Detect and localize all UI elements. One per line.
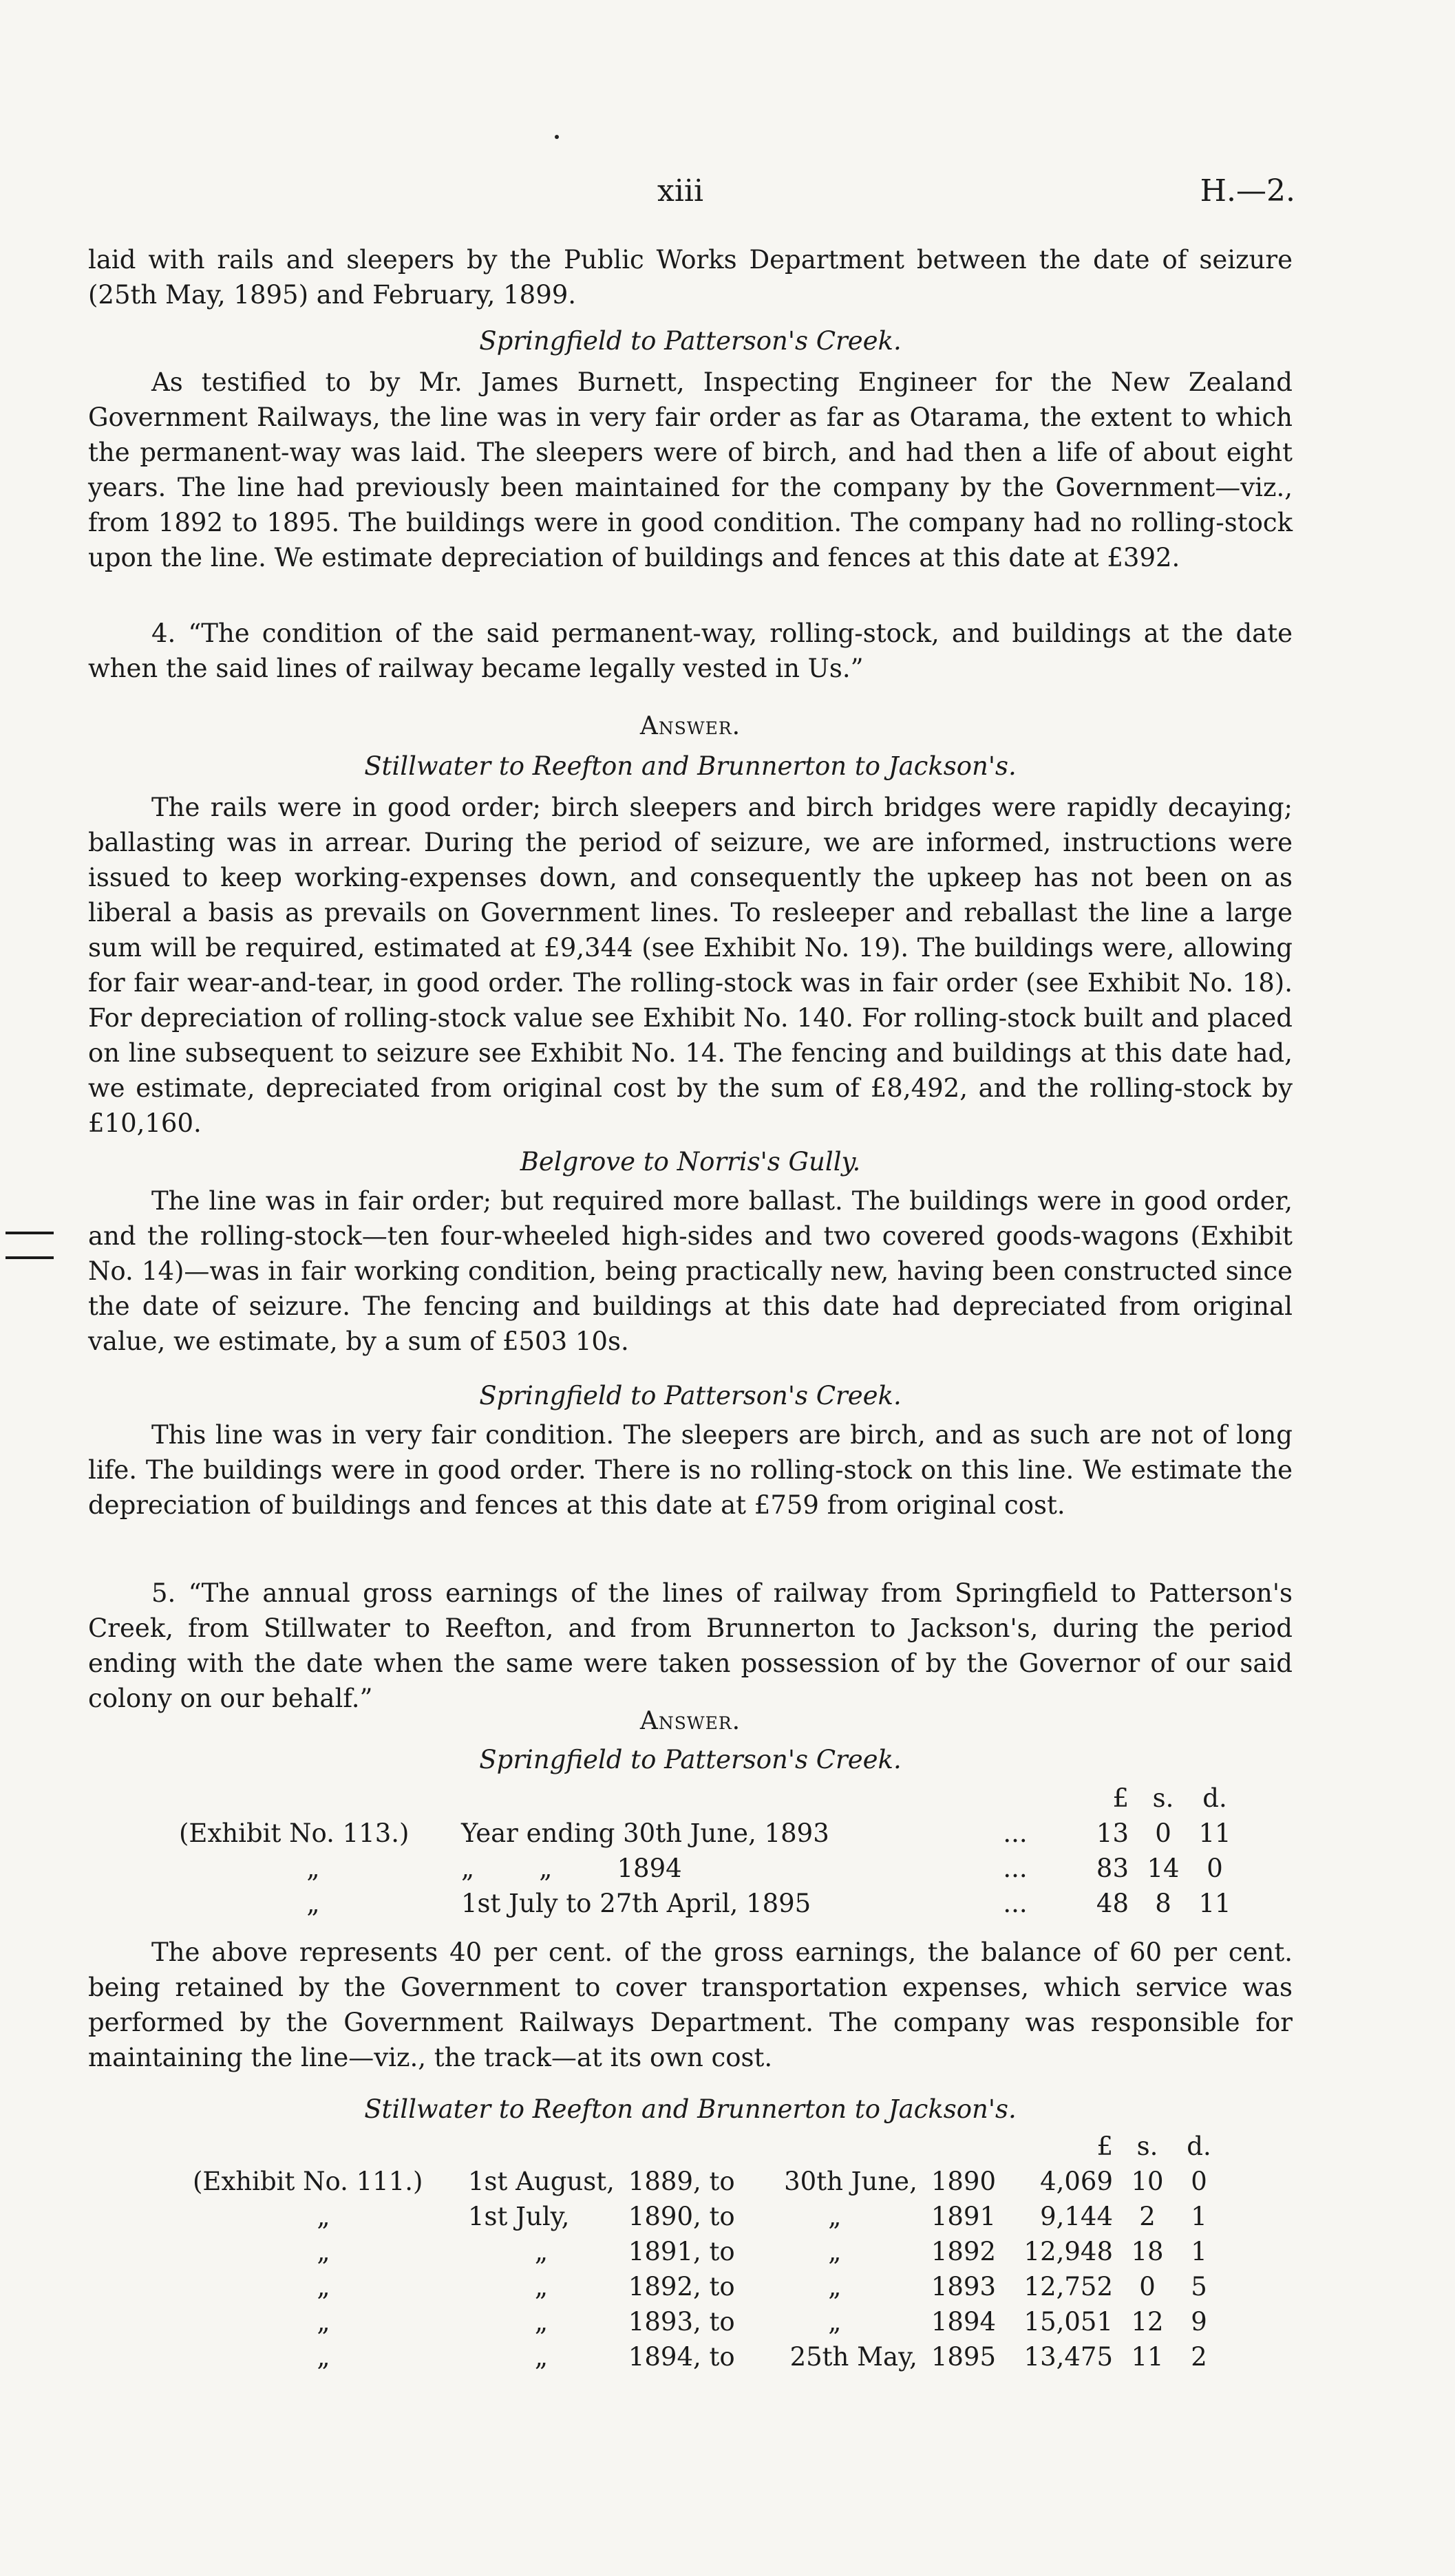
table-row: „ „ „ 1894 ... 83 14 0	[306, 1854, 1223, 1883]
table-row: „ „ 1891, to „ 1892 12,948 18 1	[317, 2237, 1207, 2266]
pence-header: d.	[1202, 1783, 1227, 1813]
earnings-table-springfield	[172, 1781, 1239, 1921]
shillings-header: s.	[1152, 1783, 1174, 1813]
column-header-row: £ s. d.	[1096, 2132, 1211, 2161]
margin-mark	[6, 1256, 54, 1259]
paragraph: The rails were in good order; birch sleepers and birch bridges were rapidly decaying; ballasting was in arrear. During the period of seizure, we are informed, instructions were issued to keep working-expenses down, and consequently the upkeep has not been on as liberal a basis as prevails on Government lines. To resleeper and reballast the line a large sum will be required, estimated at £9,344 (see Exhibit No. 19). The buildings were, allowing for fair wear-and-tear, in good order. The rolling-stock was in fair order (see Exhibit No. 18). For depreciation of rolling-stock value see Exhibit No. 140. For rolling-stock built and placed on line subsequent to seizure see Exhibit No. 14. The fencing and buildings at this date had, we estimate, depreciated from original cost by the sum of £8,492, and the rolling-stock by £10,160.	[88, 793, 1293, 1138]
section-heading: Springfield to Patterson's Creek.	[479, 326, 902, 356]
intro-paragraph: laid with rails and sleepers by the Public Works Department between the date of seizure (25th May, 1895) and February, 1899.	[88, 245, 1293, 310]
question-4: 4. “The condition of the said permanent-way, rolling-stock, and buildings at the date when the said lines of railway became legally vested in Us.”	[88, 619, 1293, 683]
paragraph: As testified to by Mr. James Burnett, Inspecting Engineer for the New Zealand Government Railways, the line was in very fair order as far as Otarama, the extent to which the permanent-way was laid. The sleepers were of birch, and had then a life of about eight years. The line had previously been maintained for the company by the Government—viz., from 1892 to 1895. The buildings were in good condition. The company had no rolling-stock upon the line. We estimate depreciation of buildings and fences at this date at £392.	[88, 367, 1293, 572]
margin-mark	[6, 1232, 54, 1234]
table-row: (Exhibit No. 111.) 1st August, 1889, to 30th June, 1890 4,069 10 0	[193, 2167, 1207, 2196]
table-row: (Exhibit No. 113.) Year ending 30th June, 1893 ... 13 0 11	[179, 1818, 1231, 1848]
scan-speck	[555, 135, 559, 139]
answer-heading: Answer.	[639, 1707, 741, 1735]
section-heading: Stillwater to Reefton and Brunnerton to Jackson's.	[364, 2094, 1017, 2124]
section-heading: Springfield to Patterson's Creek.	[479, 1745, 902, 1774]
table-row: „ 1st July, 1890, to „ 1891 9,144 2 1	[317, 2202, 1207, 2231]
paragraph: The above represents 40 per cent. of the gross earnings, the balance of 60 per cent. being retained by the Government to cover transportation expenses, which service was performed by the Government Railways Department. The company was responsible for maintaining the line—viz., the track—at its own cost.	[88, 1938, 1293, 2072]
answer-heading: Answer.	[639, 712, 741, 740]
page-number: xiii	[657, 173, 704, 208]
paragraph: The line was in fair order; but required more ballast. The buildings were in good order, and the rolling-stock—ten four-wheeled high-sides and two covered goods-wagons (Exhibit No. 14)—was in fair working condition, being practically new, having been constructed since the date of seizure. The fencing and buildings at this date had depreciated from original value, we estimate, by a sum of £503 10s.	[88, 1186, 1293, 1356]
section-heading: Stillwater to Reefton and Brunnerton to Jackson's.	[364, 751, 1017, 781]
column-header-row	[172, 1781, 1239, 1816]
pounds-header: £	[1112, 1783, 1129, 1813]
question-5: 5. “The annual gross earnings of the lines of railway from Springfield to Patterson's Creek, from Stillwater to Reefton, and from Brunnerton to Jackson's, during the period ending with the date when the same were taken possession of by the Governor of our said colony on our behalf.”	[88, 1578, 1293, 1713]
paragraph: This line was in very fair condition. The sleepers are birch, and as such are not of long life. The buildings were in good order. There is no rolling-stock on this line. We estimate the depreciation of buildings and fences at this date at £759 from original cost.	[88, 1420, 1293, 1520]
table-row: „ 1st July to 27th April, 1895 ... 48 8 11	[306, 1889, 1231, 1918]
section-heading: Springfield to Patterson's Creek.	[479, 1381, 902, 1410]
table-row: „ „ 1894, to 25th May, 1895 13,475 11 2	[317, 2342, 1207, 2372]
section-heading: Belgrove to Norris's Gully.	[520, 1147, 861, 1177]
table-row: „ „ 1892, to „ 1893 12,752 0 5	[317, 2272, 1207, 2301]
table-row: „ „ 1893, to „ 1894 15,051 12 9	[317, 2307, 1207, 2337]
document-code: H.—2.	[1200, 173, 1295, 208]
earnings-table-stillwater	[186, 2129, 1223, 2374]
